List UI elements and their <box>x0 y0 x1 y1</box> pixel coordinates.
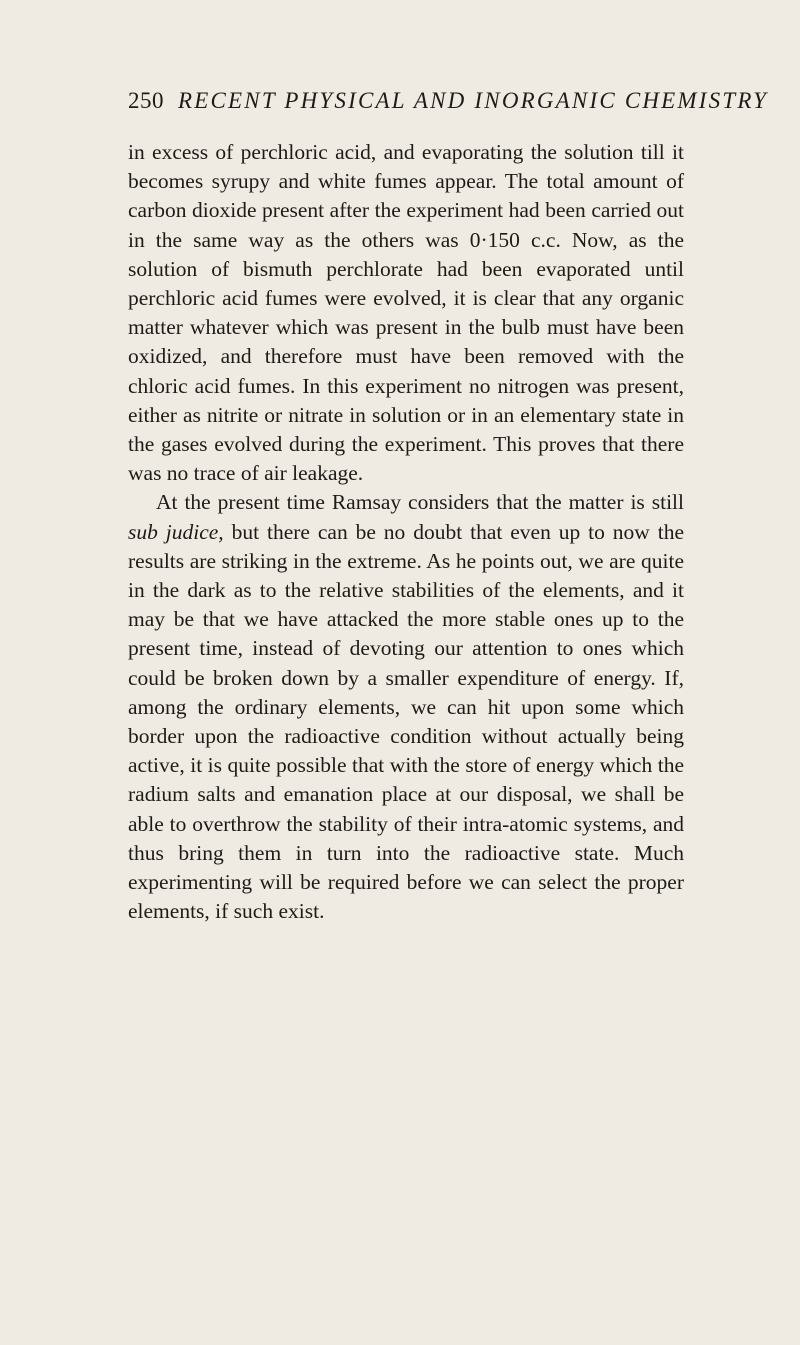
paragraph-2 <box>128 488 684 926</box>
page-header <box>128 88 769 124</box>
paragraph-1: in excess of perchloric acid, and evaporating the solution till it becomes syrupy and white fumes appear. The total amount of carbon dioxide present after the experiment had been carried out in the same way as the others was 0·150 c.c. Now, as the solution of bismuth perchlorate had been evaporated until perchloric acid fumes were evolved, it is clear that any organic matter whatever which was present in the bulb must have been oxidized, and therefore must have been removed with the chloric acid fumes. In this experiment no nitrogen was present, either as nitrite or nitrate in solution or in an elementary state in the gases evolved during the experiment. This proves that there was no trace of air leakage. <box>128 140 684 486</box>
latin-phrase: sub judice, <box>128 519 224 544</box>
running-head: RECENT PHYSICAL AND INORGANIC CHEMISTRY <box>178 88 769 113</box>
page-number: 250 <box>128 88 164 113</box>
body-text <box>128 138 684 926</box>
paragraph-2-rest: but there can be no doubt that even up to now the results are striking in the extreme. As he points out, we are quite in the dark as to the relative stabilities of the elements, and it may be that we have attacked the more stable ones up to the present time, instead of devoting our attention to ones which could be broken down by a smaller expenditure of energy. If, among the ordinary elements, we can hit upon some which border upon the radioactive condition without actually being active, it is quite possible that with the store of energy which the radium salts and emanation place at our disposal, we shall be able to overthrow the stability of their intra-atomic systems, and thus bring them in turn into the radioactive state. Much experimenting will be required before we can select the proper elements, if such exist. <box>128 519 684 924</box>
paragraph-2-start: At the present time Ramsay considers that the matter is still <box>156 490 684 515</box>
